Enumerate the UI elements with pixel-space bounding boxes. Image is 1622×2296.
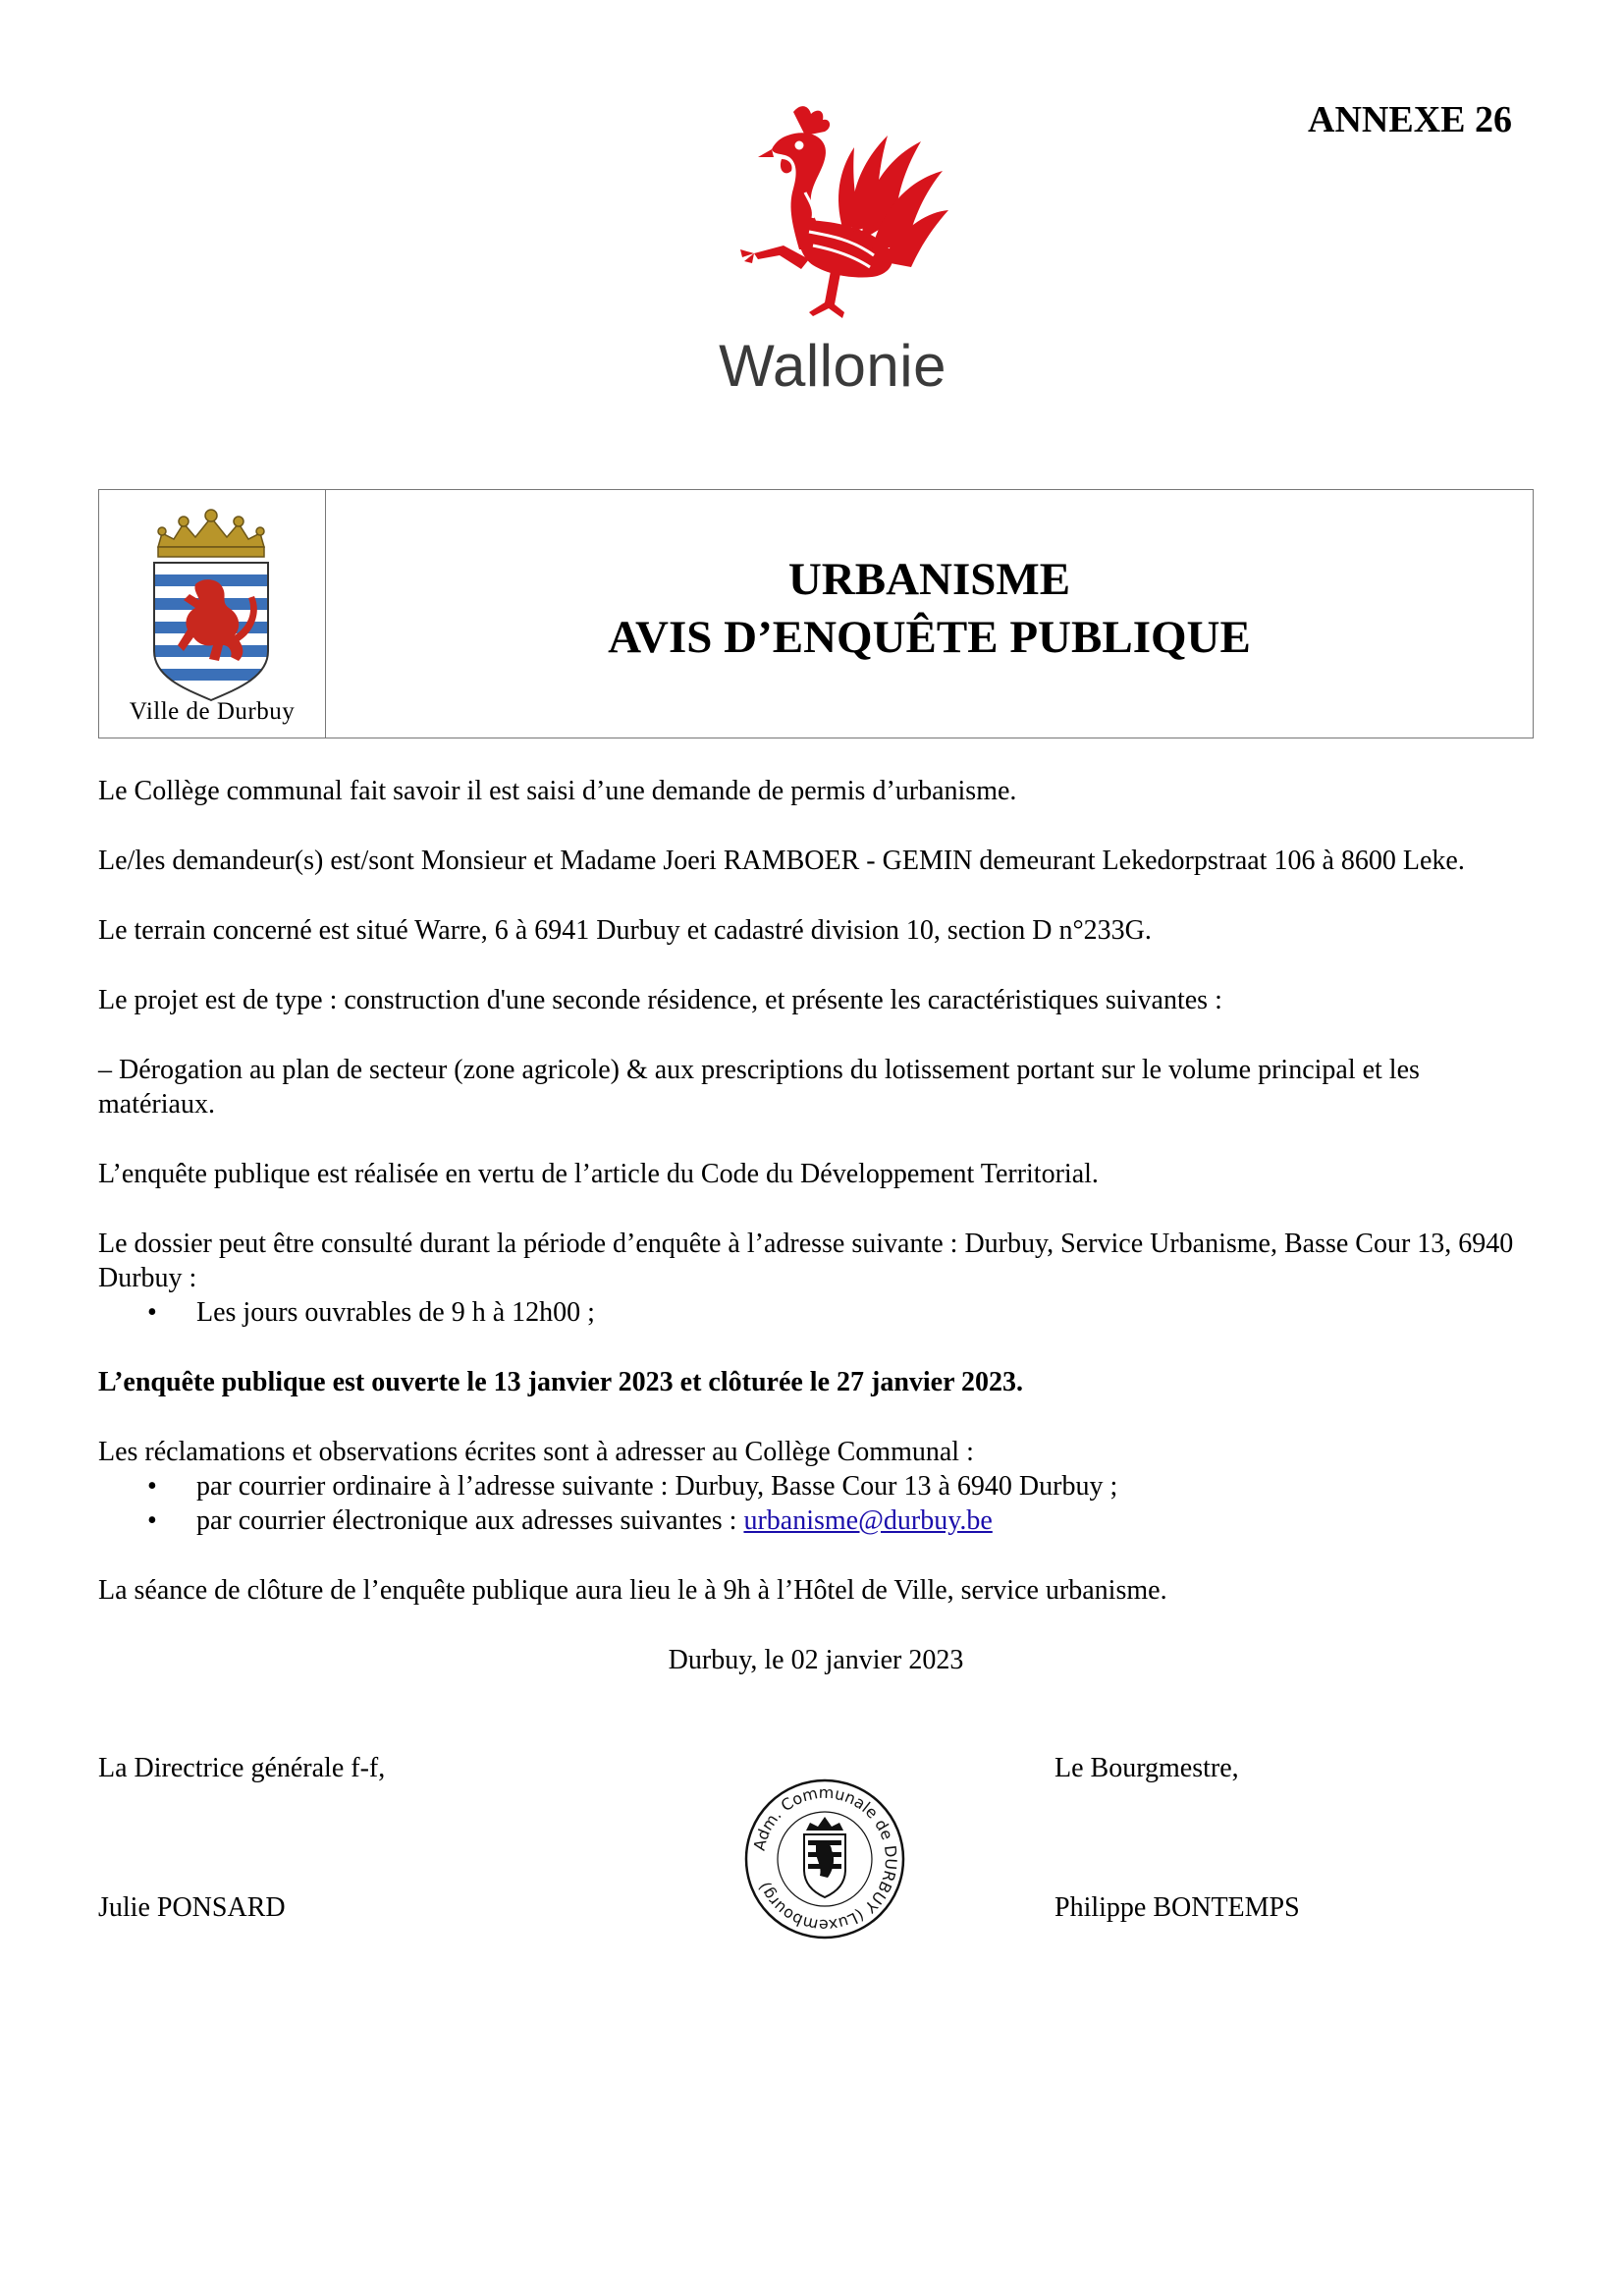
- email-link[interactable]: urbanisme@durbuy.be: [743, 1505, 993, 1536]
- date-line: Durbuy, le 02 janvier 2023: [668, 1645, 964, 1675]
- municipal-seal-stamp-icon: [741, 1776, 908, 1942]
- durbuy-coat-of-arms-icon: [144, 504, 278, 706]
- paragraph-intro: Le Collège communal fait savoir il est saisi d’une demande de permis d’urbanisme.: [98, 776, 1017, 806]
- wallonie-wordmark: Wallonie: [719, 333, 946, 399]
- paragraph-derogation: – Dérogation au plan de secteur (zone agricole) & aux prescriptions du lotissement portant sur le volume principal et les matériaux.: [98, 1055, 1420, 1120]
- paragraph-inquiry-dates: L’enquête publique est ouverte le 13 janvier 2023 et clôturée le 27 janvier 2023.: [98, 1367, 1024, 1397]
- left-signatory-title: La Directrice générale f-f,: [98, 1753, 386, 1783]
- bullet-icon: •: [147, 1505, 157, 1536]
- bullet-icon: •: [147, 1297, 157, 1328]
- municipal-seal-stamp: [741, 1776, 908, 1947]
- left-signatory-name: Julie PONSARD: [98, 1892, 286, 1923]
- list-item: • Les jours ouvrables de 9 h à 12h00 ;: [147, 1297, 595, 1328]
- list-item: • par courrier ordinaire à l’adresse suivante : Durbuy, Basse Cour 13 à 6940 Durbuy ;: [147, 1471, 1118, 1502]
- paragraph-site: Le terrain concerné est situé Warre, 6 à 6941 Durbuy et cadastré division 10, section D n°233G.: [98, 915, 1152, 946]
- crest-cell: [99, 490, 326, 738]
- right-signatory-name: Philippe BONTEMPS: [1054, 1892, 1300, 1923]
- paragraph-closing-session: La séance de clôture de l’enquête publique aura lieu le à 9h à l’Hôtel de Ville, service urbanisme.: [98, 1575, 1167, 1606]
- annex-number: ANNEXE 26: [1308, 99, 1512, 140]
- paragraph-consultation: Le dossier peut être consulté durant la période d’enquête à l’adresse suivante : Durbuy, Service Urbanisme, Basse Cour 13, 6940 Durbuy :: [98, 1229, 1514, 1293]
- title-line-2: AVIS D’ENQUÊTE PUBLIQUE: [608, 612, 1251, 663]
- paragraph-legal-basis: L’enquête publique est réalisée en vertu de l’article du Code du Développement Territorial.: [98, 1159, 1099, 1189]
- complaints-list: [98, 1469, 1534, 1538]
- walloon-rooster-icon: [715, 102, 950, 328]
- svg-text:Adm. Communale de DURBUY (Luxe: Adm. Communale de DURBUY (Luxembourg): [749, 1782, 901, 1936]
- consultation-hours-list: [98, 1295, 1534, 1330]
- wallonie-logo: [695, 102, 970, 400]
- title-cell: [326, 490, 1533, 738]
- paragraph-applicants: Le/les demandeur(s) est/sont Monsieur et Madame Joeri RAMBOER - GEMIN demeurant Lekedorpstraat 106 à 8600 Leke.: [98, 846, 1465, 876]
- header-box: [98, 489, 1534, 738]
- list-item: • par courrier électronique aux adresses suivantes : urbanisme@durbuy.be: [147, 1505, 993, 1536]
- right-signatory-title: Le Bourgmestre,: [1054, 1753, 1239, 1783]
- title-line-1: URBANISME: [787, 554, 1071, 605]
- crest-label: Ville de Durbuy: [129, 698, 296, 725]
- paragraph-project-type: Le projet est de type : construction d'une seconde résidence, et présente les caractéristiques suivantes :: [98, 985, 1222, 1015]
- bullet-icon: •: [147, 1471, 157, 1502]
- paragraph-complaints: Les réclamations et observations écrites sont à adresser au Collège Communal :: [98, 1437, 974, 1467]
- notice-body: [98, 774, 1534, 1713]
